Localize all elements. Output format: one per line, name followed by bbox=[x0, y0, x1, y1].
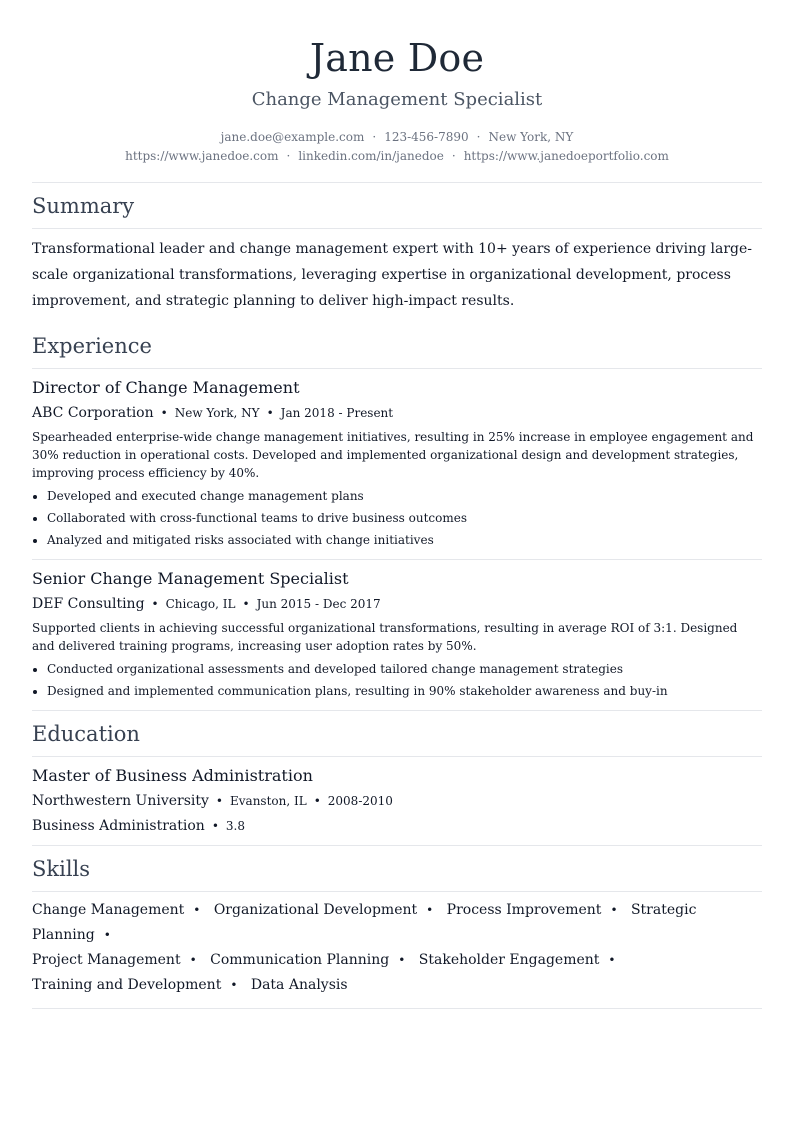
company-name: ABC Corporation bbox=[32, 405, 154, 421]
job-bullet-list bbox=[32, 658, 762, 702]
section-heading: Skills bbox=[32, 857, 91, 881]
experience-entry bbox=[32, 369, 762, 559]
bullet-separator: • bbox=[211, 819, 219, 833]
skill-item: Change Management bbox=[32, 902, 185, 918]
field-of-study: Business Administration bbox=[32, 818, 205, 834]
skills-section bbox=[32, 846, 762, 1009]
school-name: Northwestern University bbox=[32, 793, 209, 809]
separator: · bbox=[286, 149, 291, 163]
school-location: Evanston, IL bbox=[230, 794, 307, 808]
location: New York, NY bbox=[488, 130, 574, 144]
divider bbox=[32, 1008, 762, 1009]
bullet-separator: • bbox=[266, 406, 274, 420]
candidate-title: Change Management Specialist bbox=[251, 89, 543, 110]
bullet-separator: • bbox=[151, 597, 159, 611]
experience-entry bbox=[32, 560, 762, 710]
job-bullet: Conducted organizational assessments and developed tailored change management strategies bbox=[32, 658, 762, 680]
job-description: Spearheaded enterprise-wide change management initiatives, resulting in 25% increase in employee engagement and 30% reduction in operational costs. Developed and implemented organizational design and development strategies, improving process efficiency by 40%. bbox=[32, 430, 754, 480]
job-meta bbox=[32, 402, 762, 424]
bullet-separator: • bbox=[610, 903, 618, 917]
job-description: Supported clients in achieving successful organizational transformations, resulting in average ROI of 3:1. Designed and delivered training programs, increasing user adoption rates by 50%. bbox=[32, 621, 738, 653]
linkedin-link[interactable]: linkedin.com/in/janedoe bbox=[298, 149, 444, 163]
summary-section bbox=[32, 183, 762, 323]
job-dates: Jun 2015 - Dec 2017 bbox=[256, 597, 381, 611]
bullet-separator: • bbox=[426, 903, 434, 917]
experience-section bbox=[32, 323, 762, 711]
education-field-meta bbox=[32, 815, 762, 837]
skill-item: Project Management bbox=[32, 952, 181, 968]
job-bullet: Collaborated with cross-functional teams to drive business outcomes bbox=[32, 507, 762, 529]
bullet-separator: • bbox=[398, 953, 406, 967]
job-location: Chicago, IL bbox=[165, 597, 236, 611]
job-location: New York, NY bbox=[174, 406, 260, 420]
skill-item: Organizational Development bbox=[213, 902, 418, 918]
education-section bbox=[32, 711, 762, 846]
job-bullet-list bbox=[32, 485, 762, 551]
resume-header bbox=[32, 0, 762, 166]
section-heading: Summary bbox=[32, 194, 135, 218]
job-title: Director of Change Management bbox=[32, 378, 300, 397]
contact-line-links bbox=[32, 147, 762, 166]
education-entry bbox=[32, 757, 762, 845]
job-bullet: Developed and executed change management plans bbox=[32, 485, 762, 507]
skill-item: Data Analysis bbox=[250, 977, 348, 993]
job-title: Senior Change Management Specialist bbox=[32, 569, 349, 588]
company-name: DEF Consulting bbox=[32, 596, 145, 612]
bullet-separator: • bbox=[160, 406, 168, 420]
phone-number[interactable]: 123-456-7890 bbox=[384, 130, 469, 144]
job-meta bbox=[32, 593, 762, 615]
section-heading: Education bbox=[32, 722, 140, 746]
skill-item: Process Improvement bbox=[446, 902, 602, 918]
section-heading: Experience bbox=[32, 334, 152, 358]
email-link[interactable]: jane.doe@example.com bbox=[220, 130, 365, 144]
bullet-separator: • bbox=[608, 953, 616, 967]
bullet-separator: • bbox=[313, 794, 321, 808]
job-dates: Jan 2018 - Present bbox=[280, 406, 394, 420]
bullet-separator: • bbox=[242, 597, 250, 611]
skills-list bbox=[32, 892, 762, 1008]
bullet-separator: • bbox=[230, 978, 238, 992]
portfolio-link[interactable]: https://www.janedoeportfolio.com bbox=[463, 149, 669, 163]
gpa-value: 3.8 bbox=[225, 819, 245, 833]
separator: · bbox=[372, 130, 377, 144]
contact-line-primary bbox=[32, 128, 762, 147]
bullet-separator: • bbox=[103, 928, 111, 942]
separator: · bbox=[476, 130, 481, 144]
skill-item: Communication Planning bbox=[210, 952, 390, 968]
skill-item: Stakeholder Engagement bbox=[418, 952, 600, 968]
education-dates: 2008-2010 bbox=[327, 794, 393, 808]
bullet-separator: • bbox=[215, 794, 223, 808]
bullet-separator: • bbox=[193, 903, 201, 917]
degree-title: Master of Business Administration bbox=[32, 766, 313, 785]
separator: · bbox=[451, 149, 456, 163]
bullet-separator: • bbox=[189, 953, 197, 967]
skill-item: Training and Development bbox=[32, 977, 222, 993]
website-link[interactable]: https://www.janedoe.com bbox=[125, 149, 279, 163]
job-bullet: Analyzed and mitigated risks associated with change initiatives bbox=[32, 529, 762, 551]
summary-text: Transformational leader and change management expert with 10+ years of experience driving large-scale organizational transformations, leveraging expertise in organizational development, process improvement, and strategic planning to deliver high-impact results. bbox=[32, 241, 752, 309]
skill-item: Strategic Planning bbox=[32, 902, 697, 943]
candidate-name: Jane Doe bbox=[309, 36, 485, 80]
job-bullet: Designed and implemented communication plans, resulting in 90% stakeholder awareness and buy-in bbox=[32, 680, 762, 702]
education-meta bbox=[32, 790, 762, 812]
